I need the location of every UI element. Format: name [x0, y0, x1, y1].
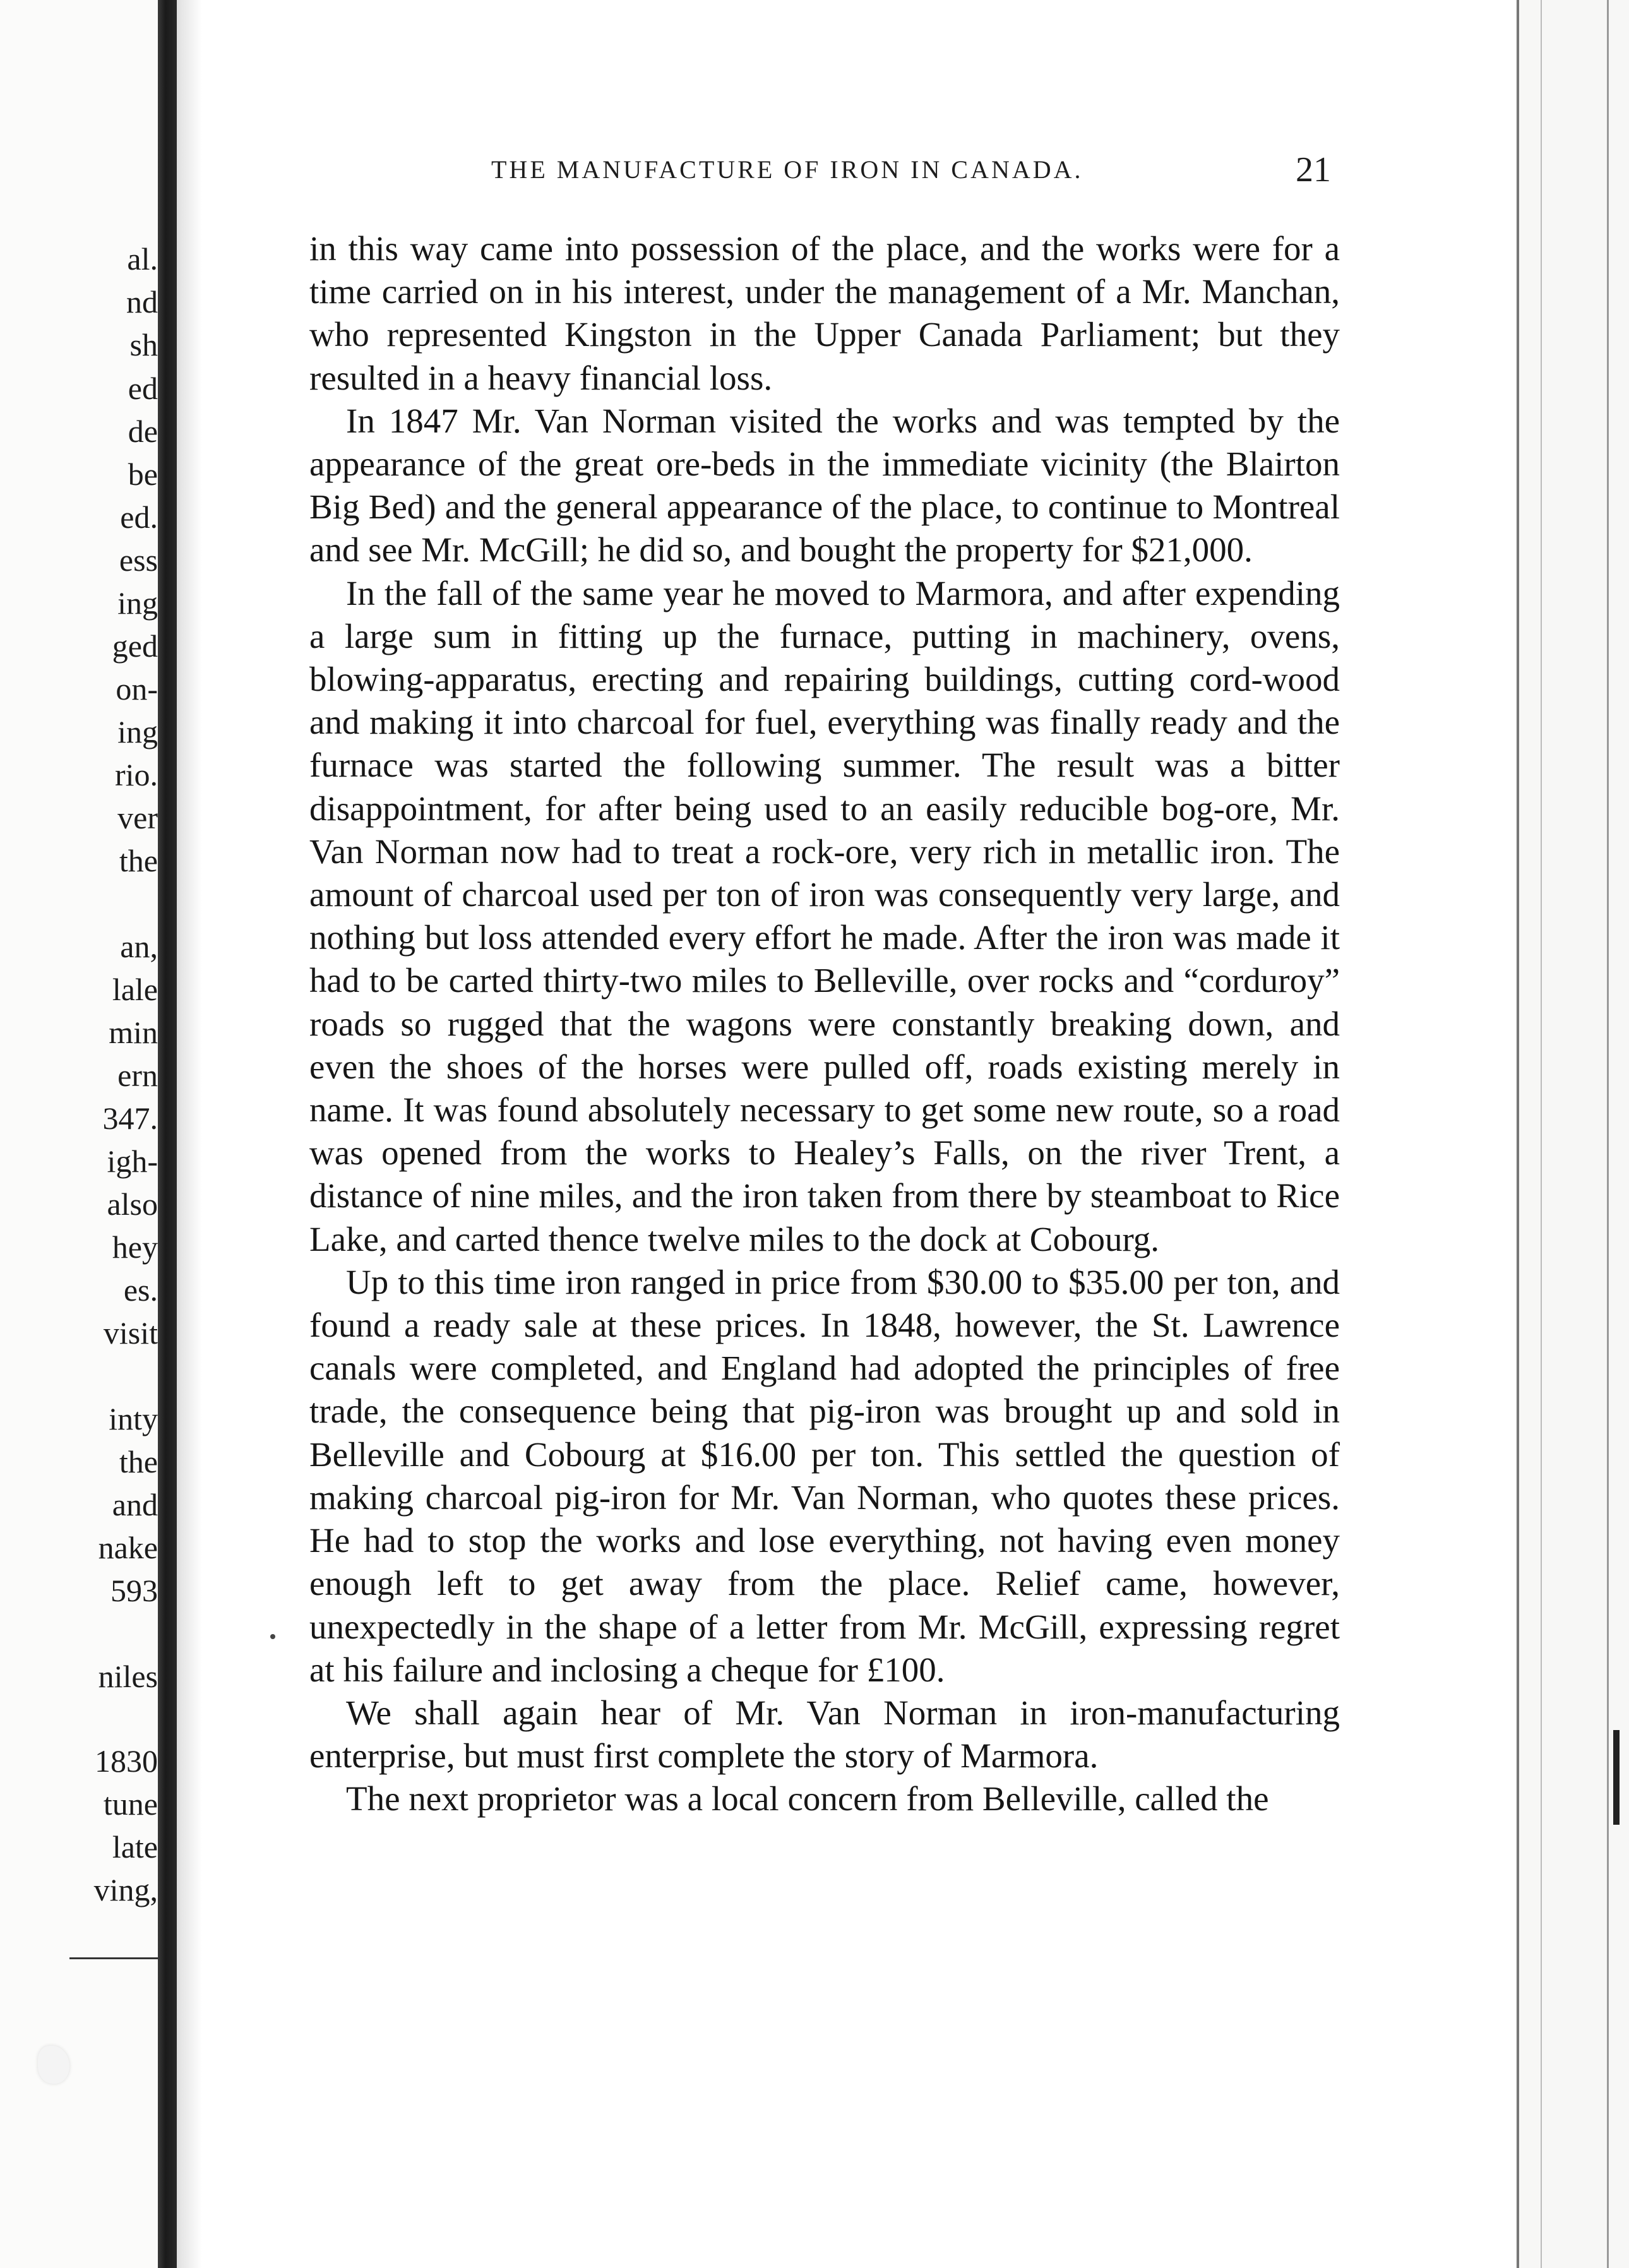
page-edge-mark [1613, 1730, 1620, 1825]
paragraph: We shall again hear of Mr. Van Norman in iron-manufacturing enterprise, but must first complete the story of Marmora. [309, 1693, 1340, 1776]
left-page-fragment: ving, [93, 1872, 158, 1907]
left-page-fragment: ing [117, 585, 158, 621]
left-page-fragment: on- [116, 671, 158, 707]
paragraph: In 1847 Mr. Van Norman visited the works and was tempted by the appearance of the great ore-beds in the immediate vicinity (the Blairton Big Bed) and the general appearance of the place, to continue to Montreal and see Mr. McGill; he did so, and bought the property for $21,000. [309, 401, 1340, 570]
left-page-fragment: ged [112, 628, 158, 664]
paragraph: The next proprietor was a local concern from Belleville, called the [346, 1779, 1269, 1818]
page-body [309, 227, 1340, 1821]
ink-speck [270, 1634, 275, 1639]
left-page-fragment: 1830 [95, 1743, 158, 1779]
page-number: 21 [1296, 150, 1331, 189]
left-page-fragment: inty [109, 1401, 158, 1436]
left-page-fragment: nake [98, 1530, 158, 1565]
left-page-fragment: 593 [110, 1573, 158, 1608]
page-edge-line [1541, 0, 1542, 2268]
left-page-fragment: and [112, 1487, 158, 1522]
left-page-fragment: visit [103, 1315, 158, 1351]
left-page-fragment: niles [98, 1659, 158, 1694]
left-page-fragment: hey [112, 1229, 158, 1265]
page-edge-line [1517, 0, 1519, 2268]
left-page-fragment: min [109, 1015, 158, 1050]
left-page-line-fragments [0, 0, 158, 2268]
left-page-fragment: ing [117, 714, 158, 749]
left-page-fragment: igh- [107, 1143, 158, 1179]
page-edge-line [1607, 0, 1609, 2268]
left-page-fragment: the [119, 843, 158, 878]
left-page-fragment: lale [112, 972, 158, 1007]
left-facing-page [0, 0, 158, 2268]
left-page-fragment: 347. [102, 1101, 158, 1136]
paragraph: Up to this time iron ranged in price from $30.00 to $35.00 per ton, and found a ready sale at these prices. In 1848, however, the St. Lawrence canals were completed, and England had adopted the principles of free trade, the consequence being that pig-iron was brought up and sold in Belleville and Cobourg at $16.00 per ton. This settled the question of making charcoal pig-iron for Mr. Van Norman, who quotes these prices. He had to stop the works and lose everything, not having even money enough left to get away from the place. Relief came, however, unexpectedly in the shape of a letter from Mr. McGill, expressing regret at his failure and inclosing a cheque for £100. [309, 1262, 1340, 1689]
left-page-fragment: ver [117, 800, 158, 835]
left-page-fragment: de [128, 414, 158, 449]
left-page-fragment: ern [117, 1058, 158, 1093]
left-page-fragment: the [119, 1444, 158, 1479]
left-page-fragment: sh [129, 327, 158, 362]
book-gutter [158, 0, 177, 2268]
left-page-fragment: nd [126, 284, 158, 319]
left-page-fragment: ess [119, 542, 158, 578]
left-page-fragment: an, [120, 929, 158, 964]
left-page-fragment: be [128, 457, 158, 492]
left-page-footnote-rule [69, 1957, 158, 1959]
running-header: THE MANUFACTURE OF IRON IN CANADA. [491, 155, 1083, 184]
page-stack-edge [1515, 0, 1629, 2268]
left-page-fragment: rio. [114, 757, 158, 792]
left-page-fragment: late [112, 1829, 158, 1865]
left-page-fragment: ed [128, 371, 158, 406]
gutter-shadow [177, 0, 202, 2268]
left-page-fragment: ed. [120, 499, 158, 535]
left-page-fragment: also [107, 1186, 158, 1222]
left-page-fragment: es. [123, 1272, 158, 1308]
paragraph-continuation: in this way came into possession of the place, and the works were for a time carried on in his interest, under the management of a Mr. Manchan, who represented Kingston in the Upper Canada Parliament; but they resulted in a heavy financial loss. [309, 229, 1340, 397]
left-page-fragment: tune [103, 1786, 158, 1822]
left-page-fragment: al. [127, 241, 158, 277]
paragraph: In the fall of the same year he moved to Marmora, and after expending a large sum in fitting up the furnace, putting in machinery, ovens, blowing-apparatus, erecting and repairing buildings, cutting cord-wood and making it into charcoal for fuel, everything was finally ready and the furnace was started the following summer. The result was a bitter disappointment, for after being used to an easily reducible bog-ore, Mr. Van Norman now had to treat a rock-ore, very rich in metallic iron. The amount of charcoal used per ton of iron was consequently very large, and nothing but loss attended every effort he made. After the iron was made it had to be carted thirty-two miles to Belleville, over rocks and “corduroy” roads so rugged that the wagons were constantly breaking down, and even the shoes of the horses were pulled off, roads existing merely in name. It was found absolutely necessary to get some new route, so a road was opened from the works to Healey’s Falls, on the river Trent, a distance of nine miles, and the iron taken from there by steamboat to Rice Lake, and carted thence twelve miles to the dock at Cobourg. [309, 573, 1340, 1258]
